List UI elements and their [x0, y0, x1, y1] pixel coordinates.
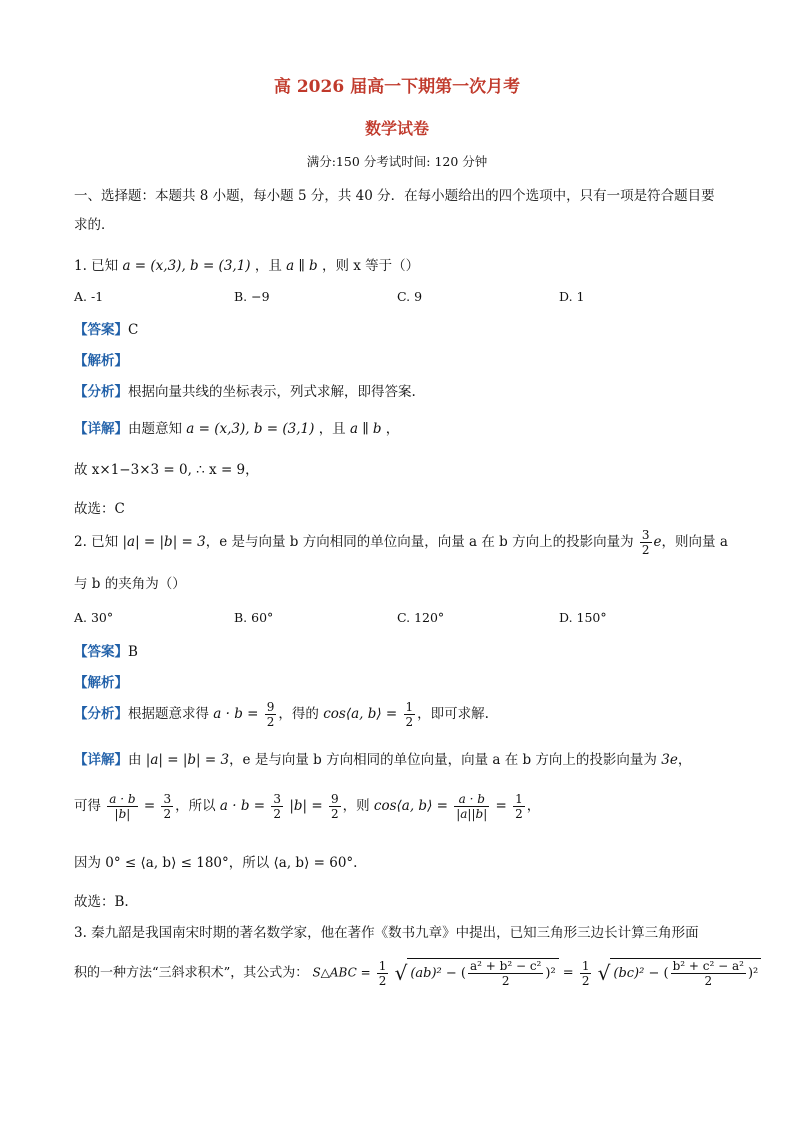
q2-fenxi-math: a · b =	[213, 706, 259, 722]
q2-line2-cf-num: a · b	[454, 792, 489, 807]
q2-line2-absb: |b| =	[289, 798, 323, 814]
q3-half-1	[377, 959, 389, 988]
q1-xiangjie-math2: a ∥ b	[349, 421, 382, 437]
q2-stem-suffix: ，则向量 a	[661, 534, 728, 550]
q1-stem-math2: a ∥ b	[286, 258, 318, 274]
q2-choice-d: D. 150°	[559, 610, 607, 625]
q2-answer-value: B	[128, 644, 138, 660]
q3-sqrt-1-frac	[468, 959, 543, 988]
q2-fenxi-frac2-den: 2	[405, 715, 414, 729]
q1-stem-mid: ，且	[254, 258, 282, 274]
q2-line2-frac-num: a · b	[109, 792, 136, 806]
q2-stem-frac	[640, 528, 652, 557]
q2-line2-v2-num: 3	[273, 792, 282, 806]
q1-fenxi-text: 根据向量共线的坐标表示，列式求解，即得答案.	[128, 384, 416, 400]
q2-line2-v3	[329, 792, 341, 821]
q1-choice-b: B. −9	[234, 289, 270, 304]
q2-line3: 因为 0° ≤ ⟨a, b⟩ ≤ 180°，所以 ⟨a, b⟩ = 60°.	[74, 855, 358, 871]
q2-fenxi-prefix: 根据题意求得	[128, 706, 209, 722]
q2-line2-cos: cos⟨a, b⟩ =	[373, 798, 448, 814]
q3-sqrt-1-frac-num: a² + b² − c²	[470, 959, 542, 973]
q1-xiangjie-suffix: ，	[385, 421, 400, 437]
q3-eq: =	[562, 965, 574, 981]
q2-choice-b: B. 60°	[234, 610, 274, 625]
q2-fenxi-frac2	[404, 700, 416, 729]
q1-stem	[74, 254, 734, 274]
q2-derivation	[74, 792, 734, 821]
q2-line2-end-den: 2	[515, 807, 523, 821]
q3-sqrt-2-pow: ²	[753, 966, 759, 981]
q2-fenxi-frac-num: 9	[266, 700, 275, 714]
section-intro-line1: 一、选择题：本题共 8 小题，每小题 5 分，共 40 分．在每小题给出的四个选项中，只有一项是符合题目要	[74, 188, 715, 204]
q2-fenxi-frac	[265, 700, 277, 729]
q3-formula-lhs: S△ABC =	[312, 965, 371, 980]
q3-half-1-num: 1	[378, 958, 387, 973]
q2-fenxi	[74, 700, 734, 729]
q2-fenxi-frac-den: 2	[266, 715, 275, 729]
q2-xiangjie-prefix: 由	[128, 752, 142, 768]
sqrt-icon: √	[394, 961, 408, 985]
q3-stem-line2	[74, 958, 759, 988]
q2-line2-eq2: =	[495, 798, 507, 814]
q2-line2-eq: =	[143, 798, 156, 814]
q2-line2-cf-den: |a||b|	[456, 807, 488, 821]
q2-line2-math: a · b =	[219, 798, 266, 814]
q1-answer	[74, 318, 734, 338]
q2-xiangjie-tag: 【详解】	[74, 752, 128, 768]
q2-line2-mid: ，所以	[175, 798, 216, 814]
q3-half-1-den: 2	[378, 973, 387, 988]
q2-analysis-tag	[74, 671, 734, 691]
q1-conclusion: 故选：C	[74, 501, 125, 517]
q3-line2-prefix: 积的一种方法“三斜求积术”，其公式为：	[74, 965, 309, 981]
q1-stem-prefix: 1. 已知	[74, 258, 119, 274]
q2-choice-c: C. 120°	[397, 610, 445, 625]
q1-fenxi	[74, 380, 734, 400]
q2-xiangjie	[74, 748, 734, 768]
q2-answer-tag: 【答案】	[74, 644, 128, 660]
q1-stem-math: a = (x,3), b = (3,1)	[122, 258, 251, 274]
q1-fenxi-tag: 【分析】	[74, 384, 128, 400]
q2-stem-frac-num: 3	[641, 528, 650, 542]
q2-stem-line2: 与 b 的夹角为（）	[74, 576, 186, 592]
q2-line2-suffix: ，	[526, 798, 541, 814]
q2-jiexi-tag: 【解析】	[74, 675, 128, 691]
q2-answer	[74, 640, 734, 660]
q2-line2-v3-num: 9	[330, 792, 339, 806]
q2-line2-end-num: 1	[515, 792, 523, 806]
q3-sqrt-2-frac-num: b² + c² − a²	[672, 959, 744, 973]
q2-xiangjie-math: |a| = |b| = 3	[145, 752, 230, 768]
q2-xiangjie-suffix: ，	[677, 752, 692, 768]
q2-fenxi-mid: ，得的	[278, 706, 319, 722]
q2-conclusion: 故选：B.	[74, 894, 129, 910]
q2-fenxi-math2: cos⟨a, b⟩ =	[323, 706, 398, 722]
q2-fenxi-frac2-num: 1	[405, 700, 414, 714]
q1-xiangjie-mid: ，且	[318, 421, 346, 437]
q2-line2-v2-den: 2	[273, 807, 282, 821]
q2-stem-frac-den: 2	[641, 543, 650, 557]
exam-meta: 满分:150 分考试时间: 120 分钟	[306, 154, 488, 169]
q1-xiangjie-tag: 【详解】	[74, 421, 128, 437]
q3-sqrt-1-frac-den: 2	[501, 974, 510, 988]
q3-sqrt-1-term: (ab)² −	[410, 966, 457, 981]
q2-line2-frac-den: |b|	[114, 807, 131, 821]
q2-line2-cf	[454, 792, 489, 821]
q1-choice-d: D. 1	[559, 289, 585, 304]
q2-stem-math: |a| = |b| = 3	[122, 534, 206, 550]
q3-sqrt-2-frac-den: 2	[704, 974, 713, 988]
q1-choice-a: A. -1	[74, 289, 104, 304]
q3-sqrt-2-frac	[671, 959, 746, 988]
q2-choice-a: A. 30°	[74, 610, 114, 625]
q3-half-2-num: 1	[581, 958, 590, 973]
q2-fenxi-tag: 【分析】	[74, 706, 128, 722]
q1-xiangjie	[74, 417, 734, 437]
q1-answer-tag: 【答案】	[74, 322, 128, 338]
q3-sqrt-2-term: (bc)² −	[613, 966, 660, 981]
q2-line2-end	[513, 792, 525, 821]
q1-choice-c: C. 9	[397, 289, 423, 304]
q2-xiangjie-vec: 3e	[661, 752, 678, 768]
q1-xiangjie-math: a = (x,3), b = (3,1)	[186, 421, 315, 437]
q2-stem	[74, 528, 734, 557]
q3-sqrt-2: (bc)² − ( $\frac{\text{b² + c² − a²}}{2}$ )²	[610, 958, 761, 988]
q2-line2-val	[161, 792, 173, 821]
q1-analysis-tag	[74, 349, 734, 369]
q2-fenxi-suffix: ，即可求解.	[417, 706, 489, 722]
q2-line2-val-num: 3	[163, 792, 172, 806]
q2-line2-prefix: 可得	[74, 798, 101, 814]
q2-line2-then: ，则	[342, 798, 370, 814]
q2-line2-v2	[271, 792, 283, 821]
q2-xiangjie-mid: ，e 是与向量 b 方向相同的单位向量，向量 a 在 b 方向上的投影向量为	[229, 752, 657, 768]
q2-line2-frac	[107, 792, 137, 821]
q1-stem-suffix: ，则 x 等于（）	[321, 258, 420, 274]
exam-title: 高 2026 届高一下期第一次月考	[273, 77, 521, 97]
q3-sqrt-1: (ab)² − ( $\frac{\text{a² + b² − c²}}{2}$ )²	[407, 958, 558, 988]
q3-half-2-den: 2	[581, 973, 590, 988]
q2-line2-val-den: 2	[163, 807, 172, 821]
section-intro-line2: 求的．	[74, 217, 115, 233]
q2-stem-mid: ，e 是与向量 b 方向相同的单位向量，向量 a 在 b 方向上的投影向量为	[205, 534, 634, 550]
q2-stem-vec: e	[653, 534, 662, 550]
exam-subtitle: 数学试卷	[364, 119, 429, 138]
q1-jiexi-tag: 【解析】	[74, 353, 128, 369]
sqrt-icon: √	[597, 961, 611, 985]
q2-stem-prefix: 2. 已知	[74, 534, 119, 550]
q1-answer-value: C	[128, 322, 139, 338]
q3-sqrt-1-pow: ²	[550, 966, 556, 981]
q3-half-2	[580, 959, 592, 988]
q1-step: 故 x×1−3×3 = 0, ∴ x = 9，	[74, 462, 259, 478]
q3-stem-line1: 3. 秦九韶是我国南宋时期的著名数学家，他在著作《数书九章》中提出，已知三角形三边长计算三角形面	[74, 925, 699, 941]
q2-line2-v3-den: 2	[330, 807, 339, 821]
q1-xiangjie-prefix: 由题意知	[128, 421, 182, 437]
